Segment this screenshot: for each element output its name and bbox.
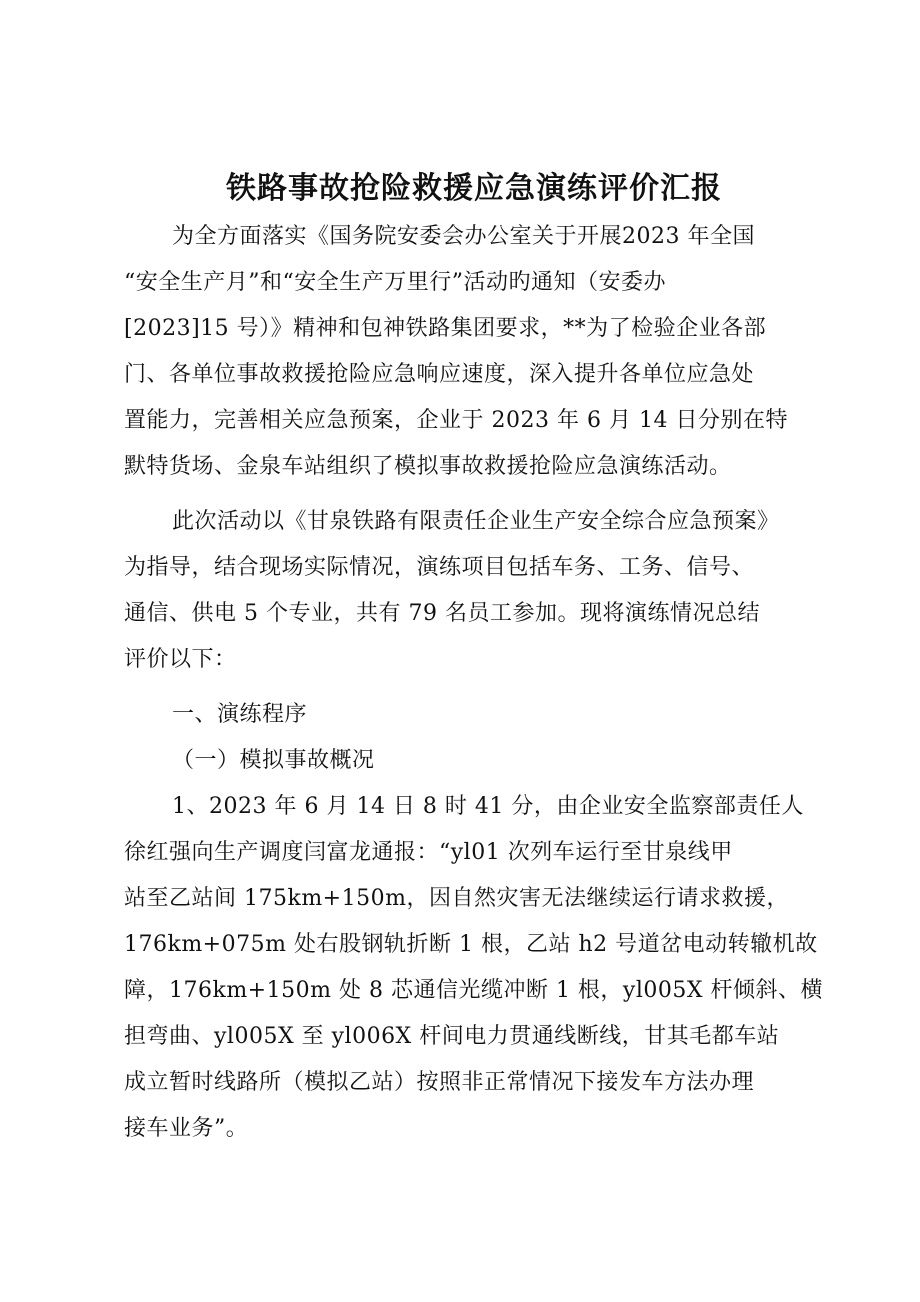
text-line: 接车业务”。 (124, 1116, 249, 1141)
text-line: 评价以下： (124, 647, 237, 672)
subsection-heading: （一）模拟事故概况 (172, 748, 375, 773)
text-line: “安全生产月”和“安全生产万里行”活动旳通知（安委办 (124, 270, 666, 295)
text-line: 成立暂时线路所（模拟乙站）按照非正常情况下接发车方法办理 (124, 1070, 755, 1095)
text-line: 通信、供电 5 个专业，共有 79 名员工参加。现将演练情况总结 (124, 601, 760, 626)
text-line: 站至乙站间 175km+150m，因自然灾害无法继续运行请求救援， (124, 886, 789, 911)
text-line: 置能力，完善相关应急预案，企业于 2023 年 6 月 14 日分别在特 (124, 408, 788, 433)
text-line: 默特货场、金泉车站组织了模拟事故救援抢险应急演练活动。 (124, 454, 732, 479)
document-page (124, 168, 824, 1152)
subsection-heading-overview (124, 738, 824, 784)
text-line: 为指导，结合现场实际情况，演练项目包括车务、工务、信号、 (124, 555, 755, 580)
text-line: 此次活动以《甘泉铁路有限责任企业生产安全综合应急预案》 (172, 509, 780, 534)
text-line: 障，176km+150m 处 8 芯通信光缆冲断 1 根，yl005X 杆倾斜、横 (124, 978, 824, 1003)
document-title: 铁路事故抢险救援应急演练评价汇报 (226, 171, 722, 206)
text-line: 担弯曲、yl005X 至 yl006X 杆间电力贯通线断线，甘其毛都车站 (124, 1024, 780, 1049)
paragraph-gap (124, 683, 824, 692)
text-line: 门、各单位事故救援抢险应急响应速度，深入提升各单位应急处 (124, 362, 755, 387)
section-heading: 一、演练程序 (172, 702, 308, 727)
text-line: [2023]15 号）》精神和包神铁路集团要求，**为了检验企业各部 (124, 316, 767, 341)
text-line: 徐红强向生产调度闫富龙通报：“yl01 次列车运行至甘泉线甲 (124, 840, 733, 865)
paragraph-scope (124, 499, 824, 683)
paragraph-gap (124, 490, 824, 499)
text-line: 176km+075m 处右股钢轨折断 1 根，乙站 h2 号道岔电动转辙机故 (124, 932, 818, 957)
text-line: 为全方面落实《国务院安委会办公室关于开展2023 年全国 (172, 224, 755, 249)
paragraph-intro (124, 214, 824, 490)
section-heading-procedure (124, 692, 824, 738)
text-line: 1、2023 年 6 月 14 日 8 时 41 分，由企业安全监察部责任人 (172, 794, 804, 819)
paragraph-accident-overview (124, 784, 824, 1152)
